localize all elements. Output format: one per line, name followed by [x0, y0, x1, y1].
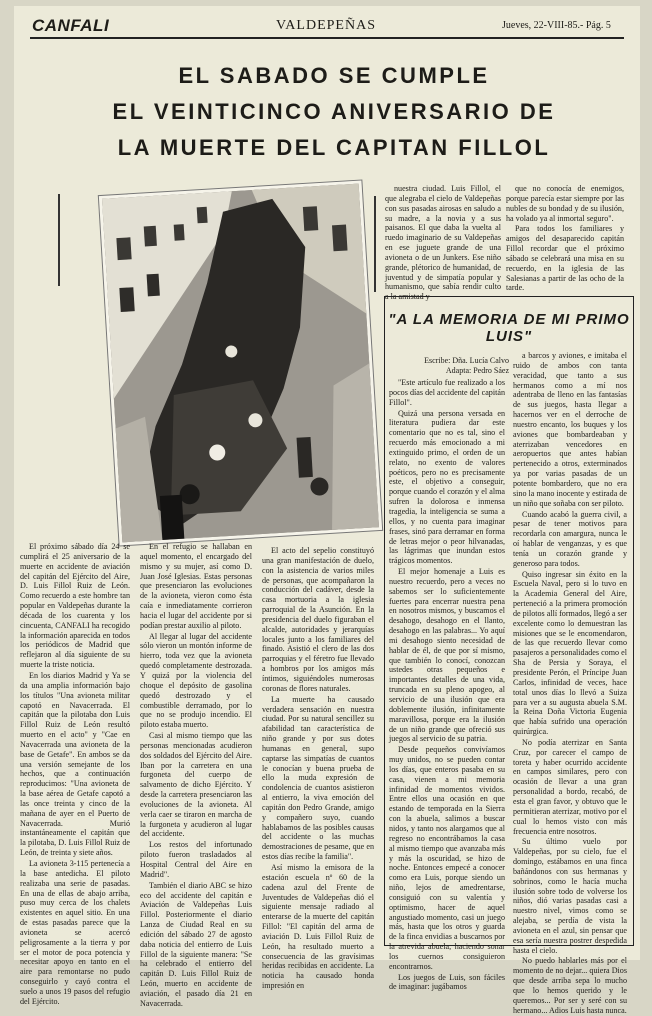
- article-paragraph: que no conocía de enemigos, porque parecía estar siempre por las nubles de su bondad y de su ilusión, ha volado ya al inmortal seguro".: [506, 184, 624, 223]
- article-paragraph: También el diario ABC se hizo eco del accidente del capitán e Aviación de Valdepeñas Luis Fillol. Posteriormente el diario Lanza de Ciudad Real en su edición del sábado 27 de agosto daba noticia del entierro de Luis Fillol de la siguiente manera: "Se ha celebrado el entierro del capitán D. Luis Fillol Ruiz de León, muerto en accidente de aviación, el pasado día 21 en Navacerrada.: [140, 880, 252, 1008]
- sidebar-paragraph: Quizá una persona versada en literatura pudiera dar este comentario que no es tal, sino el recuerdo más emocionado a mi extinguido primo, el orden de un relato, no exento de valores poéticos, pero no es precisamente este, el objetivo a conseguir, porque cuando el corazón y el alma sufren la dolorosa e inmensa tragedia, la inteligencia se suma a ellos, y no cuenta para imaginar frases, sinó para derramar en forma de letras mejor o peor hilvanadas, las lágrimas que inundan estos trágicos momentos.: [389, 408, 505, 566]
- masthead-date: Jueves, 22-VIII-85.- Pág. 5: [502, 20, 611, 31]
- memorial-sidebar-box: [384, 296, 634, 1015]
- newspaper-page: [14, 6, 640, 1015]
- sidebar-title: "A LA MEMORIA DE MI PRIMO LUIS": [388, 311, 630, 345]
- headline: [74, 58, 594, 166]
- headline-line: EL VEINTICINCO ANIVERSARIO DE: [112, 99, 556, 124]
- article-paragraph: El acto del sepelio constituyó una gran manifestación de duelo, con la asistencia de varios miles de personas, que acompañaron la conducción del cadáver, desde la casa mortuoria a la iglesia parroquial de la Asunción. En la presidencia del duelo figuraban el alcalde, autoridades y jerarquías locales junto a los familiares del finado. Asistió el clero de las dos parroquias y el féretro fue llevado a hombros por los amigos más íntimos, siguiéndoles numerosas coronas de flores naturales.: [262, 546, 374, 693]
- masthead-town: VALDEPEÑAS: [276, 18, 376, 33]
- masthead-rule: [30, 37, 624, 39]
- sidebar-paragraph: "Este artículo fue realizado a los pocos días del accidente del capitán Fillol".: [389, 378, 505, 407]
- article-paragraph: Al llegar al lugar del accidente sólo vieron un montón informe de hierro, toda vez que la avioneta quedó completamente destrozada. Y quizá por la violencia del choque el depósito de gasolina quedó destrozado y el combustible derramado, por lo que no se produjo incendio. El piloto estaba muerto.: [140, 631, 252, 730]
- sidebar-col-1: [389, 378, 505, 992]
- article-col-3: [262, 546, 374, 991]
- article-paragraph: La avioneta 3-115 pertenecía a la base antedicha. El piloto realizaba una serie de pasadas. En una de ellas de abajo arriba, puso muy cerca de los chalets existentes en aquel sitio. En una de estas pasadas parece que la avioneta se acercó peligrosamente a la tierra y por ser el motor de poca potencia y necesitar apoyo en tanto en el aire para remontarse no pudo conseguirlo y cayó contra el suelo a unos 19 pasos del refugio del Ejército.: [20, 859, 130, 1006]
- funeral-procession-photo: [99, 181, 382, 546]
- sidebar-paragraph: Desde pequeños convivíamos muy unidos, no se pueden contar los días, que enteros pasaba en su casa, vienen a mi memoria infinidad de momentos vividos. Entre ellos una ocasión en que estando de temporada en la Sierra con la abuela, salimos a buscar nidos, y tanto nos alargamos que al regreso no encontrábamos la casa al mismo tiempo que avanzaba más y más la oscuridad, se hizo de noche. Entonces empecé a conocer como era Luis, porque siendo un niño, lejos de amedrentarse, consiguió con su valentía y optimismo, hacer de aquel angustiado momento, casi un juego más, hasta que los otros y guarda de la finca envidias a buscarnos por la atrevida abuela, haciendo sonar los cuernos consiguieron encontrarnos.: [389, 745, 505, 971]
- sidebar-paragraph: No podía aterrizar en Santa Cruz, por carecer el campo de toreta y haber ocurrido accidente en campos similares, pero con ocasión de llevar a una gran personalidad a bordo, recabó, de esta el gran favor, y obtuvo que le permitieran aterrizar, motivo por el cual lo hemos visto con más frecuencia entre nosotros.: [513, 737, 627, 836]
- sidebar-paragraph: No puedo hablarles más por el momento de no dejar... quiera Dios que desde arriba sepa lo mucho que lo hemos querido y le queremos... Por ser y seré con su hermano... Adios Luis hasta nunca.: [513, 956, 627, 1015]
- headline-line: EL SABADO SE CUMPLE: [178, 63, 490, 88]
- article-col-2: [140, 542, 252, 1008]
- article-paragraph: En los diarios Madrid y Ya se da una amplia información bajo los títulos "Una avioneta militar capotó en Navacerrada. El capitán que la pilotaba don Luis Fillol Ruiz de León resultó muerto en el acto" y "Cae en Navacerrada una avioneta de la base de Getafe". En ambos se da una versión semejante de los hechos, que a continuación reproducimos: "Una avioneta de la base aérea de Getafe capotó a las once treinta y cinco de la mañana de ayer en el Puerto de Navacerrada. Murió instantáneamente el capitán que la pilotaba, D. Luis Fillol Ruiz de León, de treinta y siete años.: [20, 670, 130, 858]
- article-paragraph: El próximo sábado día 24 se cumplirá el 25 aniversario de la muerte en accidente de aviación del capitán del Ejército del Aire, D. Luis Fillol Ruiz de León. Como recuerdo a este hombre tan popular en Valdepeñas durante la década de los cuarenta y los cincuenta, CANFALI ha recogido la información aparecida en todos los periódicos de Madrid que reflejaron al día siguiente de su muerte la triste noticia.: [20, 542, 130, 670]
- article-paragraph: Los restos del infortunado piloto fueron trasladados al Hospital Central del Aire en Madrid".: [140, 840, 252, 879]
- sidebar-paragraph: Los juegos de Luis, son fáciles de imaginar: jugábamos: [389, 972, 505, 992]
- article-paragraph: Casi al mismo tiempo que las personas mencionadas acudieron dos soldados del Ejército del Aire. Iban por la carretera en una furgoneta del cuerpo de salvamento de dicho Ejército. Y desde la carretera presenciaron las evoluciones de la avioneta. Al verla caer se tiraron en marcha de la furgoneta y acudieron al lugar del accidente.: [140, 731, 252, 839]
- article-paragraph: Para todos los familiares y amigos del desaparecido capitán Fillol recordar que el próximo sábado se celebrará una misa en su recuerdo, en la iglesia de las Salesianas a partir de las ocho de la tarde.: [506, 224, 624, 293]
- article-top-col-2: [506, 184, 624, 293]
- article-paragraph: nuestra ciudad. Luis Fillol, el que alegraba el cielo de Valdepeñas con sus pasadas airosas en saludo a su madre, a la novia y a sus paisanos. El que daba la vuelta al ruedo imaginario de su Valdepeñas en ese juguete grande de una avioneta o de un Junkers. Ese niño grande, plétorico de humanidad, de juventud y de simpatía popular y humanismo, que sabía rendir culto a la amistad y: [385, 184, 501, 302]
- article-top-col-1: [385, 184, 501, 302]
- masthead-logo: CANFALI: [32, 16, 110, 35]
- byline-adapter: Adapta: Pedro Sáez: [445, 366, 509, 375]
- sidebar-paragraph: Quiso ingresar sin éxito en la Escuela Naval, pero si lo tuvo en la Academia General del Aire, perteneció a la primera promoción de pilotos allí formados, llegó a ser excelente como lo demuestran las misiones que se le encomendaron, de las que recuerdo llevar como pasajeros a personalidades como el Sha de Persia y Soraya, el presidente Perón, el Príncipe Juan Carlos, infinidad de veces, hace total unos días lo llevó a Suiza para ver a su augusta abuela S.M. la Reina Doña Victoria Eugenia que había sufrido una operación quirúrgica.: [513, 569, 627, 737]
- sidebar-byline: [405, 356, 509, 376]
- column-rule: [58, 194, 60, 286]
- sidebar-paragraph: Su último vuelo por Valdepeñas, por su cielo, fue el domingo, estábamos en una finca bañándonos con sus hermanas y sobrinos, como le hacía mucha ilusión sobre todo de volverse los niños, dió varias pasadas casi a nuestro nivel, vimos como se alejaba, se perdía de vista la avioneta en el azul, sin pensar que esa sería nuestra postrer despedida hasta el cielo.: [513, 837, 627, 955]
- article-paragraph: La muerte ha causado verdadera sensación en nuestra ciudad. Por su natural sencillez su afabilidad tan característica de niño grande y por sus dotes humanas en general, supo captarse las simpatías de cuantos le conocían y buena prueba de ello la muda expresión de condolencia de cuantos asistieron al entierro, la viva emoción del capitán don Pedro Grande, amigo y compañero suyo, cuando hablabamos de las posibles causas del accidente o las muchas demostraciones de pesame, que en estos días recibe la familia".: [262, 694, 374, 862]
- sidebar-paragraph: El mejor homenaje a Luis es nuestro recuerdo, pero a veces no sabemos ser lo suficientemente fuertes para encerrar nuestra pena en nosotros mismos, y buscamos el desahogo, desahogo en el llanto, desahogo en las palabras... Yo aquí mi desahogo siento necesidad de hablar de él, de que por sí mismo, que también lo conocí, conozcan ustedes otras pequeños e importantes detalles de una vida, truncada en su pleno apogeo, al servicio de una ilusión que era doblemente ilusión, infinitamente maravillosa, porque era la ilusión de un niño grande que ofreció sus juegos al servicio de su patria.: [389, 567, 505, 744]
- sidebar-col-2: [513, 351, 627, 1015]
- sidebar-paragraph: a barcos y aviones, e imitaba el ruido de ambos con tanta veracidad, que tanto a sus hermanos como a mí nos adentraba de lleno en las fantasías de sus juegos, hasta llegar a hacernos ver en el derroche de nuestro encanto, los buques y los aviones que bombardeaban y aterrizaban vencedores en aeropuertos que antes habían pertenecido a otros, exterminados ya por varias pasadas de un potente bombardero, que no era sino la mano inocente y estirada de un niño que soñaba con ser piloto.: [513, 351, 627, 508]
- article-paragraph: Así mismo la emisora de la estación escuela nº 60 de la cadena azul del Frente de Juventudes de Valdepeñas dió el siguiente mensaje radiado al enterarse de la muerte del capitán Fillol: "El capitán del arma de aviación D. Luis Fillol Ruiz de León, ha resultado muerto a consecuencia de las gravísimas heridas recibidas en accidente. La noticia ha causado honda impresión en: [262, 863, 374, 991]
- article-paragraph: En el refugio se hallaban en aquel momento, el encargado del mismo y su mujer, así como D. Juan José Iglesias. Estas personas que presenciaron las evoluciones de la avioneta, vieron como ésta caía e inmediatamente corrieron hacia el lugar del accidente por si podían prestar auxilio al piloto.: [140, 542, 252, 630]
- byline-author: Escribe: Dña. Lucía Calvo: [424, 356, 509, 365]
- column-rule: [374, 196, 376, 292]
- sidebar-paragraph: Cuando acabó la guerra civil, a pesar de tener motivos para recordarla con amargura, nunca le oí hablar de venganzas, y es que tenía un corazón grande y generoso para todos.: [513, 509, 627, 568]
- headline-line: LA MUERTE DEL CAPITAN FILLOL: [117, 135, 551, 160]
- article-col-1: [20, 542, 130, 1006]
